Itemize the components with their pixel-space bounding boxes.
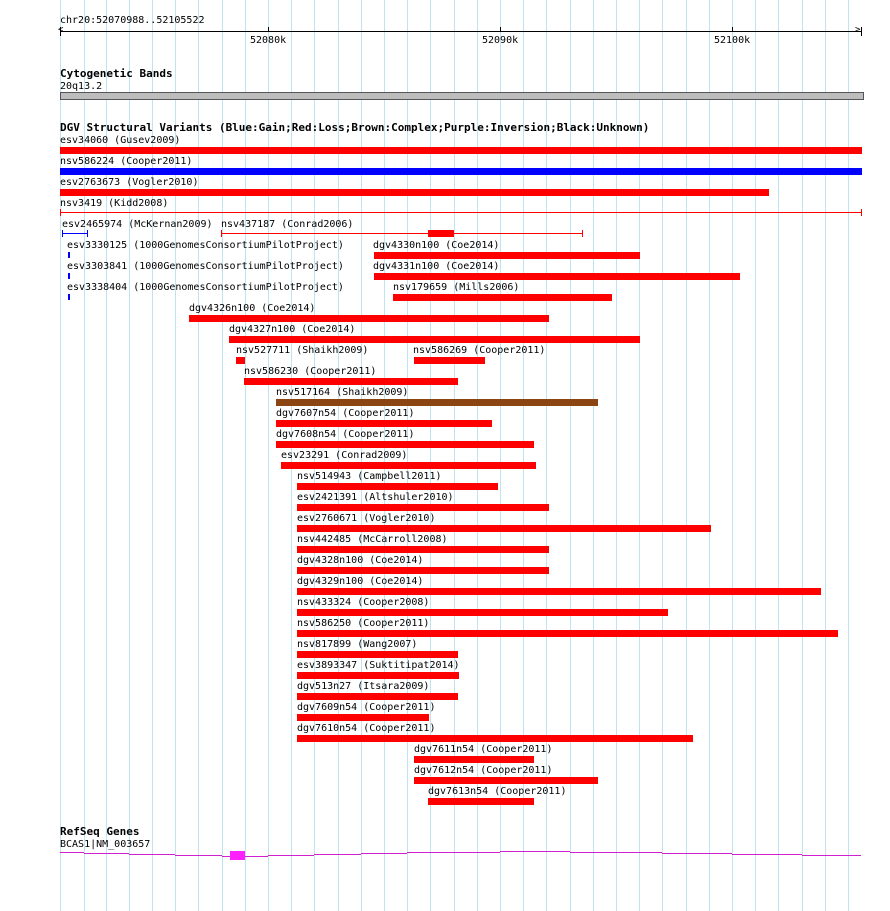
- gene-intron-line: [639, 852, 662, 853]
- variant-bar[interactable]: [276, 441, 534, 448]
- grid-line: [686, 0, 687, 911]
- variant-tail-end: [458, 672, 459, 679]
- gene-intron-line: [129, 854, 152, 855]
- gene-intron-line: [175, 855, 198, 856]
- variant-label[interactable]: esv3330125 (1000GenomesConsortiumPilotProject): [67, 240, 344, 251]
- variant-bar[interactable]: [276, 399, 598, 406]
- variant-label[interactable]: esv3338404 (1000GenomesConsortiumPilotProject): [67, 282, 344, 293]
- grid-line: [662, 0, 663, 911]
- cytoband-track-title: Cytogenetic Bands: [60, 67, 173, 80]
- variant-bar[interactable]: [229, 336, 640, 343]
- variant-bar[interactable]: [297, 651, 458, 658]
- gene-intron-line: [60, 852, 84, 853]
- variant-bar[interactable]: [374, 252, 640, 259]
- variant-label[interactable]: nsv586269 (Cooper2011): [413, 345, 546, 356]
- grid-line: [709, 0, 710, 911]
- variant-label[interactable]: esv23291 (Conrad2009): [281, 450, 408, 461]
- variant-span-end: [60, 209, 61, 216]
- variant-span-line[interactable]: [221, 233, 583, 234]
- variant-bar[interactable]: [414, 756, 534, 763]
- variant-label[interactable]: dgv7608n54 (Cooper2011): [276, 429, 415, 440]
- grid-line: [593, 0, 594, 911]
- variant-label[interactable]: nsv586230 (Cooper2011): [244, 366, 377, 377]
- ruler-tick-label: 52080k: [250, 35, 287, 46]
- variant-bar[interactable]: [297, 735, 693, 742]
- grid-line: [222, 0, 223, 911]
- ruler-end-tick: [861, 27, 862, 36]
- variant-label[interactable]: nsv442485 (McCarroll2008): [297, 534, 448, 545]
- variant-point[interactable]: [68, 294, 70, 300]
- variant-label[interactable]: nsv179659 (Mills2006): [393, 282, 520, 293]
- variant-bar[interactable]: [244, 378, 458, 385]
- variant-span-end: [221, 230, 222, 237]
- grid-line: [755, 0, 756, 911]
- variant-label[interactable]: esv34060 (Gusev2009): [60, 135, 181, 146]
- gene-intron-line: [546, 851, 570, 852]
- variant-bar[interactable]: [297, 483, 498, 490]
- ruler-tick-52080k: [268, 27, 269, 32]
- cytoband-bar[interactable]: [60, 92, 864, 100]
- gene-intron-line: [106, 853, 129, 854]
- variant-bar[interactable]: [60, 168, 862, 175]
- ruler-tick-52090k: [500, 27, 501, 32]
- variant-label[interactable]: esv2760671 (Vogler2010): [297, 513, 436, 524]
- gene-intron-line: [709, 853, 732, 854]
- grid-line: [778, 0, 779, 911]
- variant-label[interactable]: dgv4331n100 (Coe2014): [373, 261, 500, 272]
- gene-intron-line: [732, 854, 755, 855]
- ruler-axis: [60, 31, 862, 32]
- grid-line: [825, 0, 826, 911]
- gene-intron-line: [662, 853, 686, 854]
- variant-bar[interactable]: [297, 504, 549, 511]
- grid-line: [616, 0, 617, 911]
- variant-bar[interactable]: [393, 294, 612, 301]
- variant-label[interactable]: dgv4326n100 (Coe2014): [189, 303, 316, 314]
- variant-span-end: [861, 209, 862, 216]
- variant-bar[interactable]: [297, 693, 458, 700]
- variant-bar[interactable]: [60, 189, 769, 196]
- gene-intron-line: [384, 853, 407, 854]
- dgv-track-title: DGV Structural Variants (Blue:Gain;Red:Loss;Brown:Complex;Purple:Inversion;Black:Unknown): [60, 121, 650, 134]
- gene-intron-line: [361, 853, 384, 854]
- variant-bar[interactable]: [297, 588, 821, 595]
- grid-line: [570, 0, 571, 911]
- cytoband-label: 20q13.2: [60, 81, 103, 92]
- gene-intron-line: [616, 852, 639, 853]
- variant-label[interactable]: dgv7607n54 (Cooper2011): [276, 408, 415, 419]
- gene-intron-line: [523, 851, 546, 852]
- ruler-tick-label: 52090k: [482, 35, 519, 46]
- variant-bar[interactable]: [276, 420, 492, 427]
- variant-span-end: [62, 230, 63, 237]
- variant-bar[interactable]: [297, 609, 668, 616]
- variant-label[interactable]: nsv517164 (Shaikh2009): [276, 387, 409, 398]
- variant-tail-line: [448, 675, 458, 676]
- gene-intron-line: [454, 852, 477, 853]
- variant-span-end: [87, 230, 88, 237]
- variant-label[interactable]: esv3303841 (1000GenomesConsortiumPilotProject): [67, 261, 344, 272]
- ruler-right-arrow: >: [855, 25, 861, 35]
- variant-label[interactable]: nsv3419 (Kidd2008): [60, 198, 169, 209]
- variant-label[interactable]: dgv7611n54 (Cooper2011): [414, 744, 553, 755]
- gene-intron-line: [291, 855, 314, 856]
- variant-bar[interactable]: [428, 798, 534, 805]
- gene-intron-line: [500, 851, 523, 852]
- variant-bar[interactable]: [414, 357, 485, 364]
- gene-intron-line: [778, 854, 802, 855]
- gene-intron-line: [152, 854, 175, 855]
- gene-intron-line: [848, 855, 861, 856]
- variant-point[interactable]: [68, 252, 70, 258]
- variant-span-line[interactable]: [60, 212, 862, 213]
- gene-intron-line: [570, 852, 593, 853]
- variant-core-block[interactable]: [428, 230, 454, 237]
- gene-intron-line: [198, 855, 222, 856]
- grid-line: [639, 0, 640, 911]
- gene-intron-line: [430, 852, 454, 853]
- variant-bar[interactable]: [297, 672, 458, 679]
- variant-bar[interactable]: [281, 462, 536, 469]
- variant-bar[interactable]: [297, 714, 429, 721]
- ruler-tick-52100k: [732, 27, 733, 32]
- variant-label[interactable]: dgv513n27 (Itsara2009): [297, 681, 430, 692]
- variant-label[interactable]: nsv817899 (Wang2007): [297, 639, 418, 650]
- gene-intron-line: [593, 852, 616, 853]
- variant-label[interactable]: dgv7609n54 (Cooper2011): [297, 702, 436, 713]
- grid-line: [198, 0, 199, 911]
- variant-bar[interactable]: [236, 357, 245, 364]
- variant-bar[interactable]: [297, 546, 549, 553]
- variant-label[interactable]: esv2465974 (McKernan2009): [62, 219, 213, 230]
- gene-intron-line: [825, 855, 848, 856]
- variant-bar[interactable]: [297, 630, 838, 637]
- variant-label[interactable]: nsv527711 (Shaikh2009): [236, 345, 369, 356]
- gene-intron-line: [314, 854, 338, 855]
- variant-bar[interactable]: [374, 273, 740, 280]
- grid-line: [802, 0, 803, 911]
- variant-span-end: [582, 230, 583, 237]
- ruler-left-arrow: <: [58, 25, 64, 35]
- location-label: chr20:52070988..52105522: [60, 15, 205, 26]
- variant-point[interactable]: [68, 273, 70, 279]
- variant-label[interactable]: nsv433324 (Cooper2008): [297, 597, 430, 608]
- gene-intron-line: [268, 855, 291, 856]
- grid-line: [245, 0, 246, 911]
- variant-label[interactable]: dgv4328n100 (Coe2014): [297, 555, 424, 566]
- gene-exon[interactable]: [230, 851, 245, 860]
- refseq-track-title: RefSeq Genes: [60, 825, 140, 838]
- variant-label[interactable]: nsv586224 (Cooper2011): [60, 156, 193, 167]
- gene-intron-line: [338, 854, 361, 855]
- variant-bar[interactable]: [60, 147, 862, 154]
- variant-bar[interactable]: [189, 315, 549, 322]
- gene-intron-line: [407, 852, 430, 853]
- variant-bar[interactable]: [414, 777, 598, 784]
- ruler-tick-label: 52100k: [714, 35, 751, 46]
- gene-intron-line: [477, 852, 500, 853]
- gene-intron-line: [802, 855, 825, 856]
- variant-label[interactable]: nsv514943 (Campbell2011): [297, 471, 442, 482]
- grid-line: [268, 0, 269, 911]
- variant-label[interactable]: nsv586250 (Cooper2011): [297, 618, 430, 629]
- gene-intron-line: [755, 854, 778, 855]
- grid-line: [732, 0, 733, 911]
- variant-label[interactable]: esv2421391 (Altshuler2010): [297, 492, 454, 503]
- variant-bar[interactable]: [297, 567, 549, 574]
- grid-line: [848, 0, 849, 911]
- variant-label[interactable]: dgv7610n54 (Cooper2011): [297, 723, 436, 734]
- variant-label[interactable]: dgv4329n100 (Coe2014): [297, 576, 424, 587]
- variant-span-line[interactable]: [62, 233, 88, 234]
- variant-label[interactable]: dgv7612n54 (Cooper2011): [414, 765, 553, 776]
- variant-bar[interactable]: [297, 525, 711, 532]
- variant-label[interactable]: nsv437187 (Conrad2006): [221, 219, 354, 230]
- variant-label[interactable]: esv3893347 (Suktitipat2014): [297, 660, 460, 671]
- gene-intron-line: [686, 853, 709, 854]
- gene-label: BCAS1|NM_003657: [60, 839, 151, 850]
- gene-intron-line: [84, 853, 106, 854]
- variant-label[interactable]: dgv4330n100 (Coe2014): [373, 240, 500, 251]
- variant-label[interactable]: dgv4327n100 (Coe2014): [229, 324, 356, 335]
- gene-intron-line: [245, 856, 268, 857]
- variant-label[interactable]: dgv7613n54 (Cooper2011): [428, 786, 567, 797]
- variant-label[interactable]: esv2763673 (Vogler2010): [60, 177, 199, 188]
